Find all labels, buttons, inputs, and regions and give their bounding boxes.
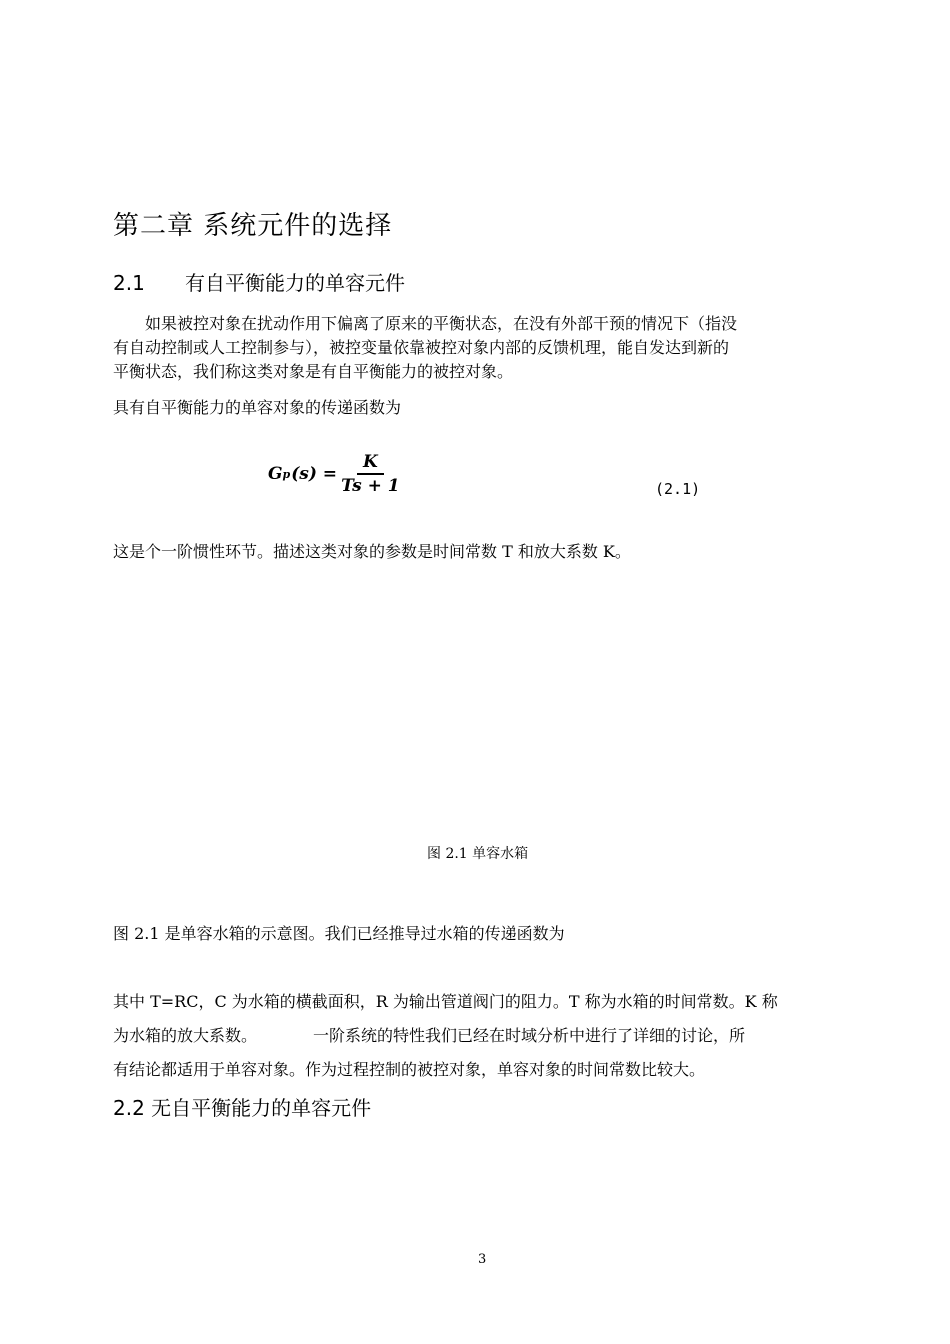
paragraph-first-order-note: 这是个一阶惯性环节。描述这类对象的参数是时间常数 T 和放大系数 K。 bbox=[113, 542, 631, 561]
section-heading-2-1 bbox=[113, 267, 405, 296]
paragraph-line bbox=[113, 1019, 778, 1053]
formula-numerator: K bbox=[357, 452, 384, 475]
formula-denominator: Ts + 1 bbox=[341, 476, 400, 496]
paragraph-transfer-function-intro: 具有自平衡能力的单容对象的传递函数为 bbox=[113, 398, 402, 417]
paragraph-line: 有自动控制或人工控制参与），被控变量依靠被控对象内部的反馈机理，能自发达到新的 bbox=[113, 338, 730, 357]
paragraph-line: 其中 T=RC，C 为水箱的横截面积，R 为输出管道阀门的阻力。T 称为水箱的时间常数。K 称 bbox=[113, 992, 778, 1011]
paragraph-parameters bbox=[113, 985, 778, 1087]
chapter-title: 第二章 系统元件的选择 bbox=[113, 211, 393, 241]
formula-lhs-subscript: p bbox=[282, 467, 291, 481]
figure-caption: 图 2.1 单容水箱 bbox=[427, 846, 529, 862]
paragraph-fragment: 为水箱的放大系数。 bbox=[113, 1026, 258, 1045]
formula-fraction bbox=[341, 452, 400, 496]
transfer-function-formula bbox=[268, 452, 400, 496]
section-title: 有自平衡能力的单容元件 bbox=[185, 271, 405, 295]
paragraph-line: 如果被控对象在扰动作用下偏离了原来的平衡状态，在没有外部干预的情况下（指没 bbox=[145, 314, 738, 333]
formula-lhs-arg: (s) = bbox=[291, 464, 338, 484]
page-number: 3 bbox=[478, 1252, 487, 1267]
formula-lhs: G bbox=[268, 464, 283, 484]
paragraph-self-balancing-definition bbox=[113, 312, 863, 384]
section-heading-2-2: 2.2 无自平衡能力的单容元件 bbox=[113, 1096, 372, 1120]
paragraph-line: 平衡状态，我们称这类对象是有自平衡能力的被控对象。 bbox=[113, 362, 514, 381]
section-number: 2.1 bbox=[113, 271, 145, 295]
paragraph-line: 有结论都适用于单容对象。作为过程控制的被控对象，单容对象的时间常数比较大。 bbox=[113, 1060, 706, 1079]
paragraph-fragment: 一阶系统的特性我们已经在时域分析中进行了详细的讨论，所 bbox=[313, 1026, 746, 1045]
equation-number: (2.1) bbox=[655, 480, 701, 498]
paragraph-figure-reference: 图 2.1 是单容水箱的示意图。我们已经推导过水箱的传递函数为 bbox=[113, 924, 565, 943]
